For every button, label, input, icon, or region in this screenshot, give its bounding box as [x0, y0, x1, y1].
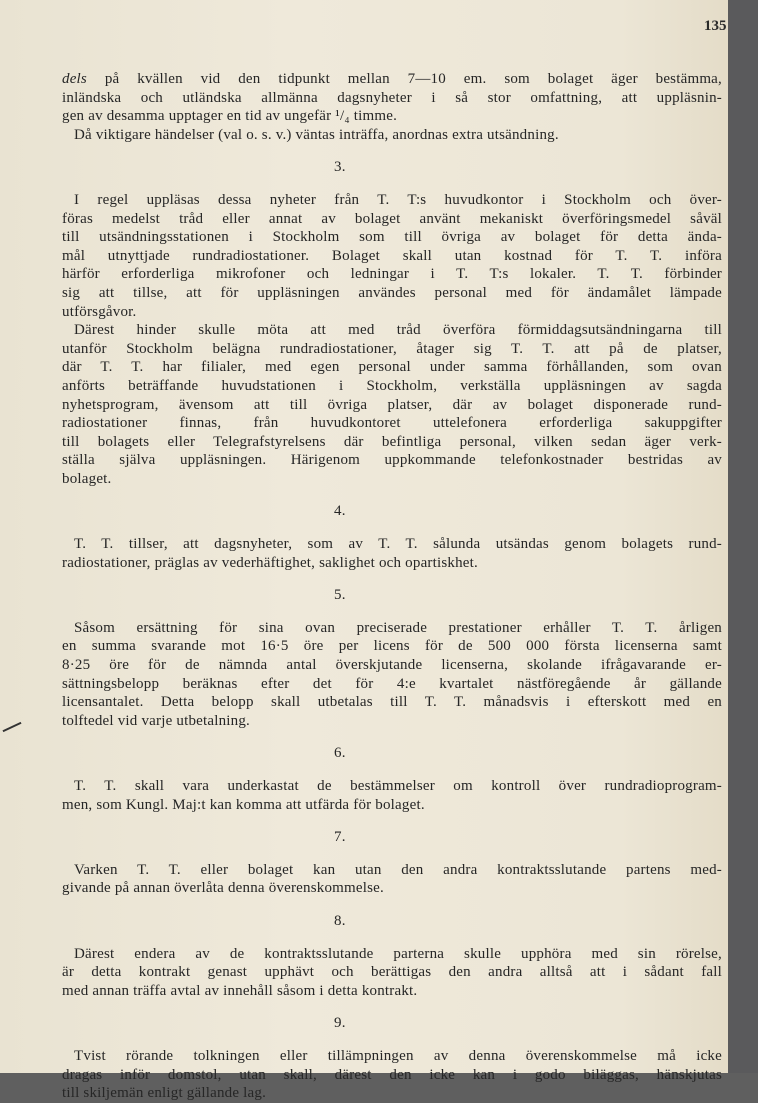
- text-line: med annan träffa avtal av innehåll såsom i detta kontrakt.: [62, 982, 418, 999]
- paragraph-p3a: [62, 191, 722, 321]
- section-number: 9.: [334, 1015, 346, 1032]
- text-line: föras medelst tråd eller annat av bolaget använt mekaniskt överföringsmedel såväl: [62, 210, 722, 227]
- text-line: dels på kvällen vid den tidpunkt mellan 7—10 em. som bolaget äger bestämma,: [62, 71, 722, 87]
- paragraph-p_intro2: [62, 126, 722, 145]
- paragraph-p9: [62, 1047, 722, 1103]
- text-line: till utsändningsstationen i Stockholm som till övriga av bolaget för detta ända-: [62, 229, 722, 246]
- text-line: härför erforderliga mikrofoner och ledningar i T. T:s lokaler. T. T. förbinder: [62, 266, 722, 283]
- section-number: 3.: [334, 159, 346, 176]
- document-body: [62, 70, 722, 1103]
- text-line: en summa svarande mot 16·5 öre per licens för de 500 000 första licenserna samt: [62, 638, 722, 655]
- paragraph-p_intro: [62, 70, 722, 126]
- scan-edge: [728, 0, 758, 1073]
- section-number: 8.: [334, 912, 346, 929]
- text-line: bolaget.: [62, 470, 112, 487]
- text-line: sig att tillse, att för uppläsningen användes personal med för ändamålet lämpade: [62, 284, 722, 301]
- paragraph-p8: [62, 945, 722, 1001]
- text-line: I regel uppläsas dessa nyheter från T. T:s huvudkontor i Stockholm och över-: [74, 191, 722, 208]
- section-number: 4.: [334, 503, 346, 520]
- paragraph-p3b: [62, 321, 722, 488]
- section-number: 6.: [334, 745, 346, 762]
- text-line: nyhetsprogram, ävensom att till övriga platser, där av bolaget disponerade rund-: [62, 396, 722, 413]
- text-line: Tvist rörande tolkningen eller tillämpningen av denna överenskommelse må icke: [74, 1047, 722, 1064]
- text-line: sättningsbelopp beräknas efter det för 4:e kvartalet nästföregående år gällande: [62, 675, 722, 692]
- text-line: radiostationer, präglas av vederhäftighet, saklighet och opartiskhet.: [62, 554, 478, 571]
- text-line: Därest hinder skulle möta att med tråd överföra förmiddagsutsändningarna till: [74, 322, 722, 339]
- text-line: ställa själva uppläsningen. Härigenom uppkommande telefonkostnader bestridas av: [62, 452, 722, 469]
- paragraph-p6: [62, 777, 722, 814]
- text-line: mål utnyttjade rundradiostationer. Bolaget skall utan kostnad för T. T. införa: [62, 247, 722, 264]
- text-line: dragas inför domstol, utan skall, därest den icke kan i godo biläggas, hänskjutas: [62, 1066, 722, 1083]
- page-number: 135: [704, 18, 727, 34]
- text-line: inländska och utländska allmänna dagsnyheter i så stor omfattning, att uppläsnin-: [62, 89, 722, 106]
- text-line: utförsgåvor.: [62, 303, 137, 320]
- text-line: anförts beträffande huvudstationen i Stockholm, verkställa uppläsningen av sagda: [62, 377, 722, 394]
- text-line: till bolagets eller Telegrafstyrelsens där befintliga personal, vilken sedan äger verk-: [62, 433, 722, 450]
- text-line: Varken T. T. eller bolaget kan utan den andra kontraktsslutande partens med-: [74, 861, 722, 878]
- section-number: 7.: [334, 829, 346, 846]
- text-line: utanför Stockholm belägna rundradiostationer, åtager sig T. T. att på de platser,: [62, 340, 722, 357]
- text-line: T. T. tillser, att dagsnyheter, som av T. T. sålunda utsändas genom bolagets rund-: [74, 536, 722, 553]
- text-line: till skiljemän enligt gällande lag.: [62, 1085, 267, 1102]
- text-line: 8·25 öre för de nämnda antal överskjutande licenserna, skolande ifrågavarande er-: [62, 657, 722, 674]
- paragraph-p7: [62, 861, 722, 898]
- text-line: Då viktigare händelser (val o. s. v.) väntas inträffa, anordnas extra utsändning.: [74, 126, 559, 143]
- text-line: T. T. skall vara underkastat de bestämmelser om kontroll över rundradioprogram-: [74, 778, 722, 794]
- text-line: men, som Kungl. Maj:t kan komma att utfärda för bolaget.: [62, 796, 425, 813]
- text-line: gen av desamma upptager en tid av ungefär ¹/₄ timme.: [62, 108, 398, 125]
- text-line: givande på annan överlåta denna överenskommelse.: [62, 880, 384, 897]
- text-line: tolftedel vid varje utbetalning.: [62, 712, 251, 729]
- text-line: där T. T. har filialer, med egen personal under samma förhållanden, som ovan: [62, 359, 722, 376]
- paragraph-p4: [62, 535, 722, 572]
- text-line: licensantalet. Detta belopp skall utbetalas till T. T. månadsvis i efterskott med en: [62, 694, 722, 711]
- paragraph-p5: [62, 619, 722, 731]
- section-number: 5.: [334, 587, 346, 604]
- text-line: är detta kontrakt genast upphävt och berättigas den andra alltså att i sådant fall: [62, 964, 722, 981]
- text-line: Såsom ersättning för sina ovan preciserade prestationer erhåller T. T. årligen: [74, 619, 722, 636]
- text-line: Därest endera av de kontraktsslutande parterna skulle upphöra med sin rörelse,: [74, 945, 722, 962]
- text-line: radiostationer finnas, från huvudkontoret uttelefonera erforderliga sakuppgifter: [62, 415, 722, 432]
